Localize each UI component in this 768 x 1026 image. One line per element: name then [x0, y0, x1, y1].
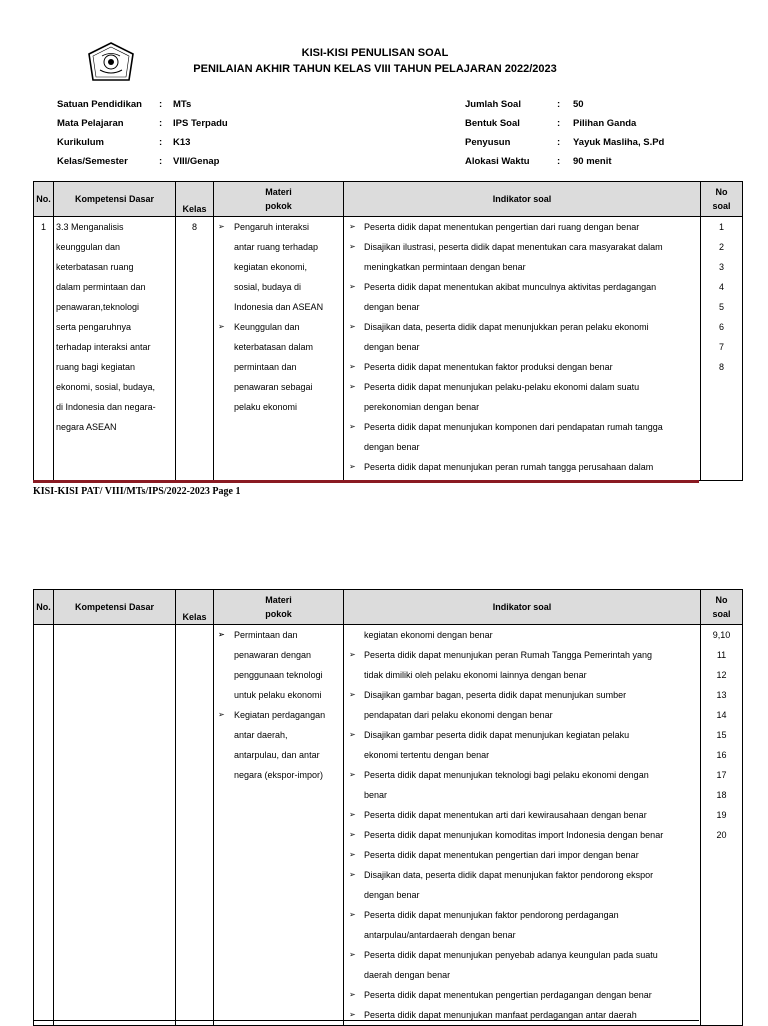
materi-text-line: kegiatan ekonomi,	[234, 262, 308, 272]
info-label: Satuan Pendidikan	[57, 99, 142, 110]
info-label: Kurikulum	[57, 137, 104, 148]
row-number: 1	[34, 217, 54, 481]
header-indikator-soal: Indikator soal	[344, 182, 701, 217]
indikator-text-line: ➢ Peserta didik dapat menentukan akibat munculnya aktivitas perdagangan	[344, 277, 700, 297]
info-label: Bentuk Soal	[465, 118, 520, 129]
info-value: IPS Terpadu	[173, 118, 228, 129]
info-value: Yayuk Masliha, S.Pd	[573, 137, 665, 148]
indikator-text-line: ➢ Peserta didik dapat menunjukan faktor pendorong perdagangan	[344, 905, 700, 925]
materi-text-line: keterbatasan dalam	[234, 342, 314, 352]
kelas-cell	[176, 625, 214, 1026]
materi-text-line: ➢ Permintaan dan	[214, 625, 343, 645]
info-label: Kelas/Semester	[57, 156, 128, 167]
kd-text-line: ruang bagi kegiatan	[56, 362, 136, 372]
materi-pokok-cell	[214, 217, 344, 481]
info-row-kelas: Kelas/Semester : VIII/Genap	[57, 156, 220, 167]
kd-text-line: serta pengaruhnya	[56, 322, 132, 332]
kisi-table-page-1	[33, 181, 743, 481]
info-label: Alokasi Waktu	[465, 156, 530, 167]
kisi-table-page-2	[33, 589, 743, 1026]
no-soal-value: 18	[716, 790, 727, 800]
no-soal-value: 19	[716, 810, 727, 820]
info-row-satuan: Satuan Pendidikan : MTs	[57, 99, 192, 110]
kompetensi-dasar-cell	[54, 217, 176, 481]
no-soal-value: 2	[718, 242, 724, 252]
page-divider	[33, 480, 699, 483]
indikator-text-line: kegiatan ekonomi dengan benar	[364, 630, 493, 640]
info-value: MTs	[173, 99, 192, 110]
kd-text-line: dalam permintaan dan	[56, 282, 146, 292]
indikator-text-line: meningkatkan permintaan dengan benar	[364, 262, 526, 272]
kd-text-line: di Indonesia dan negara-	[56, 402, 156, 412]
indikator-text-line: dengan benar	[364, 442, 420, 452]
kd-text-line: keunggulan dan	[56, 242, 121, 252]
kd-text-line: 3.3 Menganalisis	[56, 222, 124, 232]
header-no: No.	[34, 590, 54, 625]
materi-text-line: antar ruang terhadap	[234, 242, 319, 252]
info-row-jumlah-soal: Jumlah Soal : 50	[465, 99, 584, 110]
no-soal-value: 8	[718, 362, 724, 372]
no-soal-value: 5	[718, 302, 724, 312]
header-indikator-soal: Indikator soal	[344, 590, 701, 625]
indikator-text-line: antarpulau/antardaerah dengan benar	[364, 930, 516, 940]
indikator-cell	[344, 217, 701, 481]
info-label: Jumlah Soal	[465, 99, 521, 110]
no-soal-value: 12	[716, 670, 727, 680]
indikator-text-line: ➢ Peserta didik dapat menentukan pengertian dari impor dengan benar	[344, 845, 700, 865]
indikator-text-line: ➢ Peserta didik dapat menunjukan pelaku-pelaku ekonomi dalam suatu	[344, 377, 700, 397]
indikator-text-line: ➢ Disajikan gambar bagan, peserta didik dapat menunjukan sumber	[344, 685, 700, 705]
materi-text-line: sosial, budaya di	[234, 282, 302, 292]
info-label: Penyusun	[465, 137, 511, 148]
indikator-text-line: ➢ Peserta didik dapat menentukan pengertian dari ruang dengan benar	[344, 217, 700, 237]
no-soal-value: 16	[716, 750, 727, 760]
materi-pokok-cell	[214, 625, 344, 1026]
no-soal-value: 15	[716, 730, 727, 740]
header-no-soal: No soal	[701, 182, 743, 217]
header-kelas: Kelas	[176, 590, 214, 625]
kd-text-line: terhadap interaksi antar	[56, 342, 151, 352]
indikator-text-line: ➢ Peserta didik dapat menunjukan peran rumah tangga perusahaan dalam	[344, 457, 700, 477]
indikator-text-line: ➢ Peserta didik dapat menunjukan penyebab adanya keungulan pada suatu	[344, 945, 700, 965]
kd-text-line: keterbatasan ruang	[56, 262, 134, 272]
indikator-cell	[344, 625, 701, 1026]
header-materi-pokok: Materi pokok	[214, 590, 344, 625]
materi-text-line: Indonesia dan ASEAN	[234, 302, 324, 312]
info-value: VIII/Genap	[173, 156, 220, 167]
info-value: 90 menit	[573, 156, 612, 167]
header-materi-pokok: Materi pokok	[214, 182, 344, 217]
materi-text-line: penawaran sebagai	[234, 382, 313, 392]
document-subtitle: PENILAIAN AKHIR TAHUN KELAS VIII TAHUN PELAJARAN 2022/2023	[193, 63, 557, 75]
info-value: Pilihan Ganda	[573, 118, 637, 129]
header-no: No.	[34, 182, 54, 217]
info-label: Mata Pelajaran	[57, 118, 124, 129]
indikator-text-line: ekonomi tertentu dengan benar	[364, 750, 490, 760]
indikator-text-line: ➢ Disajikan ilustrasi, peserta didik dapat menentukan cara masyarakat dalam	[344, 237, 700, 257]
no-soal-cell	[701, 625, 743, 1026]
materi-text-line: ➢ Keunggulan dan	[214, 317, 343, 337]
indikator-text-line: ➢ Peserta didik dapat menunjukan komoditas import Indonesia dengan benar	[344, 825, 700, 845]
table-row	[34, 625, 743, 1026]
indikator-text-line: ➢ Peserta didik dapat menunjukan manfaat perdagangan antar daerah	[344, 1005, 700, 1025]
page-footer: KISI-KISI PAT/ VIII/MTs/IPS/2022-2023 Page 1	[33, 486, 241, 497]
indikator-text-line: ➢ Disajikan gambar peserta didik dapat menunjukan kegiatan pelaku	[344, 725, 700, 745]
materi-text-line: ➢ Kegiatan perdagangan	[214, 705, 343, 725]
document-title: KISI-KISI PENULISAN SOAL	[301, 47, 449, 59]
header-no-soal: No soal	[701, 590, 743, 625]
no-soal-cell	[701, 217, 743, 481]
indikator-text-line: ➢ Peserta didik dapat menentukan pengertian perdagangan dengan benar	[344, 985, 700, 1005]
kd-text-line: ekonomi, sosial, budaya,	[56, 382, 156, 392]
no-soal-value: 13	[716, 690, 727, 700]
materi-text-line: ➢ Pengaruh interaksi	[214, 217, 343, 237]
info-row-bentuk-soal: Bentuk Soal : Pilihan Ganda	[465, 118, 637, 129]
info-value: K13	[173, 137, 191, 148]
no-soal-value: 11	[716, 650, 727, 660]
materi-text-line: pelaku ekonomi	[234, 402, 298, 412]
materi-text-line: antar daerah,	[234, 730, 288, 740]
no-soal-value: 1	[718, 222, 724, 232]
school-emblem-logo	[86, 42, 136, 82]
no-soal-value: 14	[716, 710, 727, 720]
indikator-text-line: benar	[364, 790, 388, 800]
indikator-text-line: ➢ Peserta didik dapat menunjukan komponen dari pendapatan rumah tangga	[344, 417, 700, 437]
no-soal-value: 20	[716, 830, 727, 840]
page-bottom-rule	[33, 1020, 699, 1021]
materi-text-line: permintaan dan	[234, 362, 297, 372]
indikator-text-line: daerah dengan benar	[364, 970, 451, 980]
indikator-text-line: pendapatan dari pelaku ekonomi dengan benar	[364, 710, 553, 720]
materi-text-line: untuk pelaku ekonomi	[234, 690, 322, 700]
indikator-text-line: ➢ Peserta didik dapat menentukan faktor produksi dengan benar	[344, 357, 700, 377]
kd-text-line: negara ASEAN	[56, 422, 117, 432]
materi-text-line: negara (ekspor-impor)	[234, 770, 324, 780]
no-soal-value: 4	[718, 282, 724, 292]
indikator-text-line: ➢ Peserta didik dapat menunjukan peran Rumah Tangga Pemerintah yang	[344, 645, 700, 665]
no-soal-value: 6	[718, 322, 724, 332]
kelas-cell: 8	[176, 217, 214, 481]
indikator-text-line: ➢ Peserta didik dapat menunjukan teknologi bagi pelaku ekonomi dengan	[344, 765, 700, 785]
info-row-kurikulum: Kurikulum : K13	[57, 137, 191, 148]
indikator-text-line: dengan benar	[364, 342, 420, 352]
row-number	[34, 625, 54, 1026]
no-soal-value: 7	[718, 342, 724, 352]
kompetensi-dasar-cell	[54, 625, 176, 1026]
materi-text-line: antarpulau, dan antar	[234, 750, 320, 760]
materi-text-line: penawaran dengan	[234, 650, 312, 660]
info-row-mapel: Mata Pelajaran : IPS Terpadu	[57, 118, 228, 129]
header-kelas: Kelas	[176, 182, 214, 217]
info-row-alokasi: Alokasi Waktu : 90 menit	[465, 156, 612, 167]
no-soal-value: 9,10	[712, 630, 731, 640]
header-kompetensi-dasar: Kompetensi Dasar	[54, 590, 176, 625]
indikator-text-line: ➢ Disajikan data, peserta didik dapat menunjukan faktor pendorong ekspor	[344, 865, 700, 885]
header-kompetensi-dasar: Kompetensi Dasar	[54, 182, 176, 217]
indikator-text-line: perekonomian dengan benar	[364, 402, 480, 412]
indikator-text-line: dengan benar	[364, 302, 420, 312]
no-soal-value: 3	[718, 262, 724, 272]
info-row-penyusun: Penyusun : Yayuk Masliha, S.Pd	[465, 137, 665, 148]
indikator-text-line: tidak dimiliki oleh pelaku ekonomi lainnya dengan benar	[364, 670, 587, 680]
indikator-text-line: dengan benar	[364, 890, 420, 900]
materi-text-line: penggunaan teknologi	[234, 670, 323, 680]
indikator-text-line: ➢ Peserta didik dapat menentukan arti dari kewirausahaan dengan benar	[344, 805, 700, 825]
info-value: 50	[573, 99, 584, 110]
no-soal-value: 17	[716, 770, 727, 780]
indikator-text-line: ➢ Disajikan data, peserta didik dapat menunjukkan peran pelaku ekonomi	[344, 317, 700, 337]
table-row	[34, 217, 743, 481]
kd-text-line: penawaran,teknologi	[56, 302, 140, 312]
